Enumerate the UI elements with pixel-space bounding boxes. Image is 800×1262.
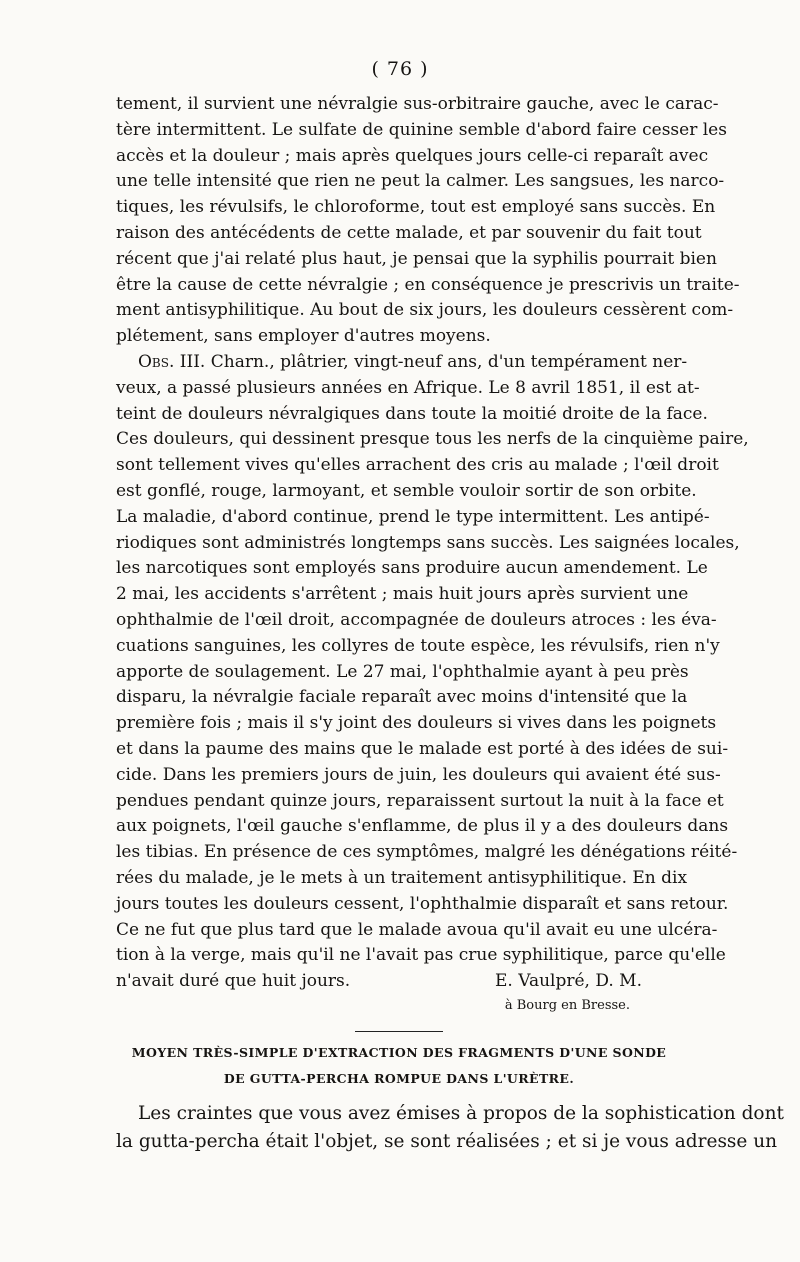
text-line: raison des antécédents de cette malade, et par souvenir du fait tout xyxy=(116,222,702,243)
text-line: pendues pendant quinze jours, reparaissent surtout la nuit à la face et xyxy=(116,790,724,811)
text-line: rées du malade, je le mets à un traitement antisyphilitique. En dix xyxy=(116,867,688,888)
text-line: tiques, les révulsifs, le chloroforme, tout est employé sans succès. En xyxy=(116,197,716,218)
text-line: sont tellement vives qu'elles arrachent des cris au malade ; l'œil droit xyxy=(116,455,719,476)
observation-body xyxy=(116,376,749,969)
text-line: ment antisyphilitique. Au bout de six jours, les douleurs cessèrent com- xyxy=(116,300,734,321)
section-divider xyxy=(355,1031,443,1032)
text-line: veux, a passé plusieurs années en Afrique. Le 8 avril 1851, il est at- xyxy=(116,377,700,398)
author-signature: E. Vaulpré, D. M. xyxy=(495,971,642,992)
text-line: cuations sanguines, les collyres de toute espèce, les révulsifs, rien n'y xyxy=(116,635,720,656)
signature-line xyxy=(116,969,682,995)
section-title-line-2: DE GUTTA-PERCHA ROMPUE DANS L'URÈTRE. xyxy=(223,1070,575,1086)
text-line: riodiques sont administrés longtemps sans succès. Les saignées locales, xyxy=(116,532,740,553)
text-line: accès et la douleur ; mais après quelques jours celle-ci reparaît avec xyxy=(116,145,709,166)
text-line: et dans la paume des mains que le malade est porté à des idées de sui- xyxy=(116,738,729,759)
text-line: tère intermittent. Le sulfate de quinine semble d'abord faire cesser les xyxy=(116,119,727,140)
observation-first-line xyxy=(116,350,688,376)
observation-first-line-text: Charn., plâtrier, vingt-neuf ans, d'un tempérament ner- xyxy=(205,351,688,372)
section-body xyxy=(116,1100,784,1156)
text-line: est gonflé, rouge, larmoyant, et semble vouloir sortir de son orbite. xyxy=(116,480,697,501)
text-line: une telle intensité que rien ne peut la calmer. Les sangsues, les narco- xyxy=(116,171,725,192)
text-line: aux poignets, l'œil gauche s'enflamme, de plus il y a des douleurs dans xyxy=(116,816,729,837)
paragraph-continuation xyxy=(116,92,740,350)
text-line: La maladie, d'abord continue, prend le type intermittent. Les antipé- xyxy=(116,506,710,527)
text-line: ophthalmie de l'œil droit, accompagnée de douleurs atroces : les éva- xyxy=(116,609,717,630)
text-line: récent que j'ai relaté plus haut, je pensai que la syphilis pourrait bien xyxy=(116,248,717,269)
text-line: jours toutes les douleurs cessent, l'ophthalmie disparaît et sans retour. xyxy=(116,893,729,914)
text-line: Ces douleurs, qui dessinent presque tous les nerfs de la cinquième paire, xyxy=(116,429,749,450)
page-number: ( 76 ) xyxy=(371,58,429,80)
text-line: apporte de soulagement. Le 27 mai, l'ophthalmie ayant à peu près xyxy=(116,661,689,682)
text-line: tement, il survient une névralgie sus-orbitraire gauche, avec le carac- xyxy=(116,94,719,114)
observation-last-line: n'avait duré que huit jours. xyxy=(116,971,351,992)
author-location: à Bourg en Bresse. xyxy=(504,997,630,1013)
observation-paragraph xyxy=(116,350,749,1017)
text-line: être la cause de cette névralgie ; en conséquence je prescrivis un traite- xyxy=(116,274,740,295)
text-line: les tibias. En présence de ces symptômes, malgré les dénégations réité- xyxy=(116,842,738,863)
text-line: tion à la verge, mais qu'il ne l'avait pas crue syphilitique, parce qu'elle xyxy=(116,945,726,966)
text-line: disparu, la névralgie faciale reparaît avec moins d'intensité que la xyxy=(116,687,688,708)
text-line: Les craintes que vous avez émises à propos de la sophistication dont xyxy=(138,1102,784,1124)
text-line: les narcotiques sont employés sans produire aucun amendement. Le xyxy=(116,558,708,579)
section-title-line-1: MOYEN TRÈS-SIMPLE D'EXTRACTION DES FRAGMENTS D'UNE SONDE xyxy=(131,1044,667,1060)
text-line: 2 mai, les accidents s'arrêtent ; mais huit jours après survient une xyxy=(116,584,689,605)
text-line: la gutta-percha était l'objet, se sont réalisées ; et si je vous adresse un xyxy=(116,1130,778,1152)
text-line: plétement, sans employer d'autres moyens. xyxy=(116,326,491,347)
observation-label: Obs. III. xyxy=(138,351,206,372)
text-line: cide. Dans les premiers jours de juin, les douleurs qui avaient été sus- xyxy=(116,764,721,785)
text-line: Ce ne fut que plus tard que le malade avoua qu'il avait eu une ulcéra- xyxy=(116,919,718,940)
page-text xyxy=(116,92,784,1156)
text-line: teint de douleurs névralgiques dans toute la moitié droite de la face. xyxy=(116,403,708,424)
text-line: première fois ; mais il s'y joint des douleurs si vives dans les poignets xyxy=(116,713,717,734)
